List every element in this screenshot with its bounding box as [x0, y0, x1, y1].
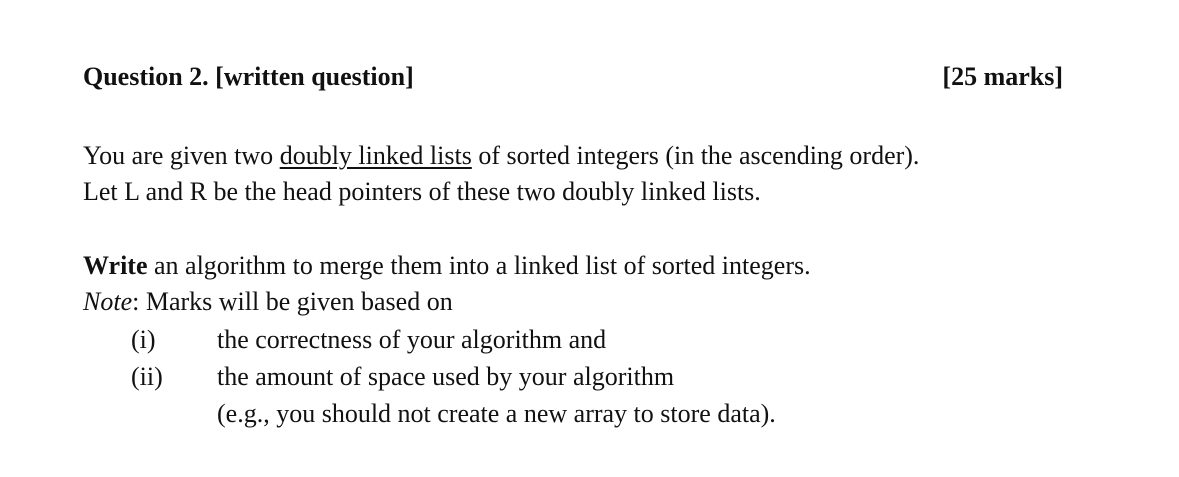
question-marks: [25 marks] — [942, 62, 1063, 91]
note-line — [83, 284, 811, 320]
question-title: Question 2. [written question] — [83, 62, 414, 91]
criterion-1-number: (i) — [131, 325, 156, 354]
doubly-linked-lists-term: doubly linked lists — [279, 141, 472, 170]
statement-line-1 — [83, 138, 919, 174]
criterion-2-number: (ii) — [131, 362, 163, 391]
question-heading — [83, 62, 1063, 98]
statement-line-1-pre: You are given two — [83, 141, 280, 170]
criterion-2-text: the amount of space used by your algorithm — [217, 362, 675, 391]
statement-line-2: Let L and R be the head pointers of these two doubly linked lists. — [83, 177, 761, 206]
problem-statement — [83, 138, 919, 210]
write-line — [83, 248, 811, 284]
write-keyword: Write — [83, 251, 148, 280]
note-label: Note — [83, 287, 133, 316]
criterion-1-text: the correctness of your algorithm and — [217, 325, 607, 354]
criterion-2-continuation: (e.g., you should not create a new array to store data). — [217, 399, 776, 428]
statement-line-1-post: of sorted integers (in the ascending order). — [471, 141, 920, 170]
write-line-rest: an algorithm to merge them into a linked list of sorted integers. — [147, 251, 811, 280]
note-rest: : Marks will be given based on — [132, 287, 453, 316]
task-instruction — [83, 248, 811, 320]
